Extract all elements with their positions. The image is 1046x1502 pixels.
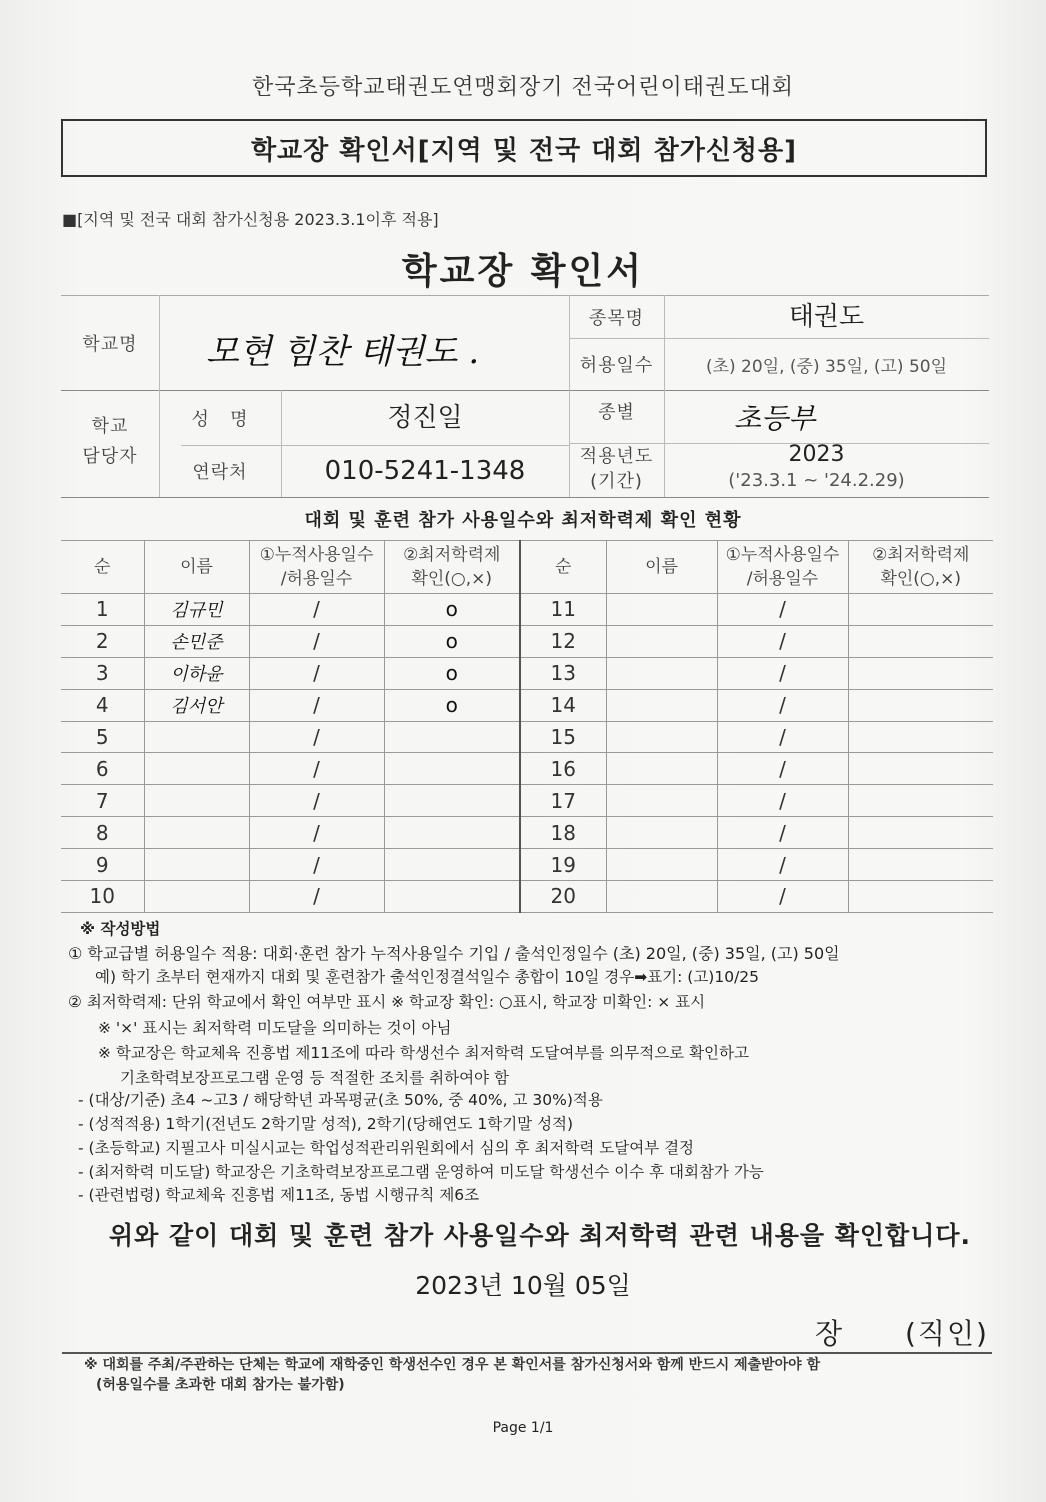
- seq-cell: 8: [61, 817, 144, 849]
- col-min-left-line1: ②최저학력제: [403, 545, 501, 565]
- col-min-left: [384, 541, 520, 594]
- period-value: ('23.3.1 ~ '24.2.29): [728, 469, 905, 491]
- used-days-cell: /: [717, 849, 848, 881]
- used-days-cell: /: [717, 689, 848, 721]
- col-min-left-line2: 확인(○,×): [411, 569, 493, 589]
- student-name-cell: [606, 594, 717, 626]
- min-check-cell: [384, 817, 520, 849]
- division-value: 초등부: [734, 402, 816, 435]
- min-check-cell: [384, 881, 520, 913]
- used-days-cell: /: [249, 817, 384, 849]
- table-row: [61, 689, 993, 721]
- division-label: 종별: [598, 402, 635, 423]
- student-name-cell: [606, 625, 717, 657]
- seq-cell: 5: [61, 721, 144, 753]
- school-label: 학교명: [82, 333, 138, 355]
- boxed-title: [61, 119, 987, 177]
- note-1: ① 학교급별 허용일수 적용: 대회·훈련 참가 누적사용일수 기입 / 출석인정일수 (초) 20일, (중) 35일, (고) 50일: [68, 944, 840, 963]
- student-name-cell: [606, 689, 717, 721]
- min-check-cell: [384, 721, 520, 753]
- col-min-right: [848, 541, 993, 594]
- org-title: 한국초등학교태권도연맹회장기 전국어린이태권도대회: [251, 75, 795, 100]
- used-days-cell: /: [249, 594, 384, 626]
- student-name-cell: [144, 849, 249, 881]
- table-row: [61, 625, 993, 657]
- min-check-cell: [848, 881, 993, 913]
- detail-4: - (최저학력 미도달) 학교장은 기초학력보장프로그램 운영하여 미도달 학생선수 이수 후 대회참가 가능: [78, 1163, 764, 1181]
- col-seq-left: 순: [61, 541, 144, 594]
- issue-date: 2023년 10월 05일: [415, 1271, 631, 1300]
- table-row: [61, 753, 993, 785]
- footer-note-1: ※ 대회를 주최/주관하는 단체는 학교에 재학중인 학생선수인 경우 본 확인서를 참가신청서와 함께 반드시 제출받아야 함: [84, 1357, 821, 1373]
- col-used-right-line1: ①누적사용일수: [725, 545, 840, 565]
- note-2a: ※ '×' 표시는 최저학력 미도달을 의미하는 것이 아님: [98, 1019, 452, 1037]
- used-days-cell: /: [249, 721, 384, 753]
- min-check-cell: o: [384, 625, 520, 657]
- min-check-cell: [848, 625, 993, 657]
- seq-cell: 18: [520, 817, 606, 849]
- student-name-cell: [144, 817, 249, 849]
- name-label: 성 명: [191, 408, 249, 430]
- boxed-title-text: 학교장 확인서[지역 및 전국 대회 참가신청용]: [250, 135, 798, 166]
- allowed-days-label: 허용일수: [579, 355, 654, 376]
- manager-label-2: 담당자: [82, 446, 138, 467]
- seq-cell: 6: [61, 753, 144, 785]
- used-days-cell: /: [717, 625, 848, 657]
- col-name-right: 이름: [606, 541, 717, 594]
- table-row: [61, 817, 993, 849]
- seq-cell: 7: [61, 785, 144, 817]
- seq-cell: 3: [61, 657, 144, 689]
- col-min-right-line2: 확인(○,×): [880, 569, 962, 589]
- seq-cell: 19: [520, 849, 606, 881]
- used-days-cell: /: [249, 881, 384, 913]
- student-name-cell: [144, 881, 249, 913]
- table-row: [61, 849, 993, 881]
- seq-cell: 9: [61, 849, 144, 881]
- student-name-cell: [606, 881, 717, 913]
- used-days-cell: /: [249, 657, 384, 689]
- min-check-cell: [384, 849, 520, 881]
- allowed-days-value: (초) 20일, (중) 35일, (고) 50일: [705, 356, 948, 377]
- used-days-cell: /: [717, 785, 848, 817]
- detail-3: - (초등학교) 지필고사 미실시교는 학업성적관리위원회에서 심의 후 최저학력 도달여부 결정: [78, 1139, 695, 1157]
- seq-cell: 13: [520, 657, 606, 689]
- seq-cell: 10: [61, 881, 144, 913]
- student-name-cell: 손민준: [144, 625, 249, 657]
- student-name-cell: [144, 785, 249, 817]
- min-check-cell: [848, 785, 993, 817]
- used-days-cell: /: [717, 594, 848, 626]
- table-header-row: [61, 541, 993, 594]
- student-name-cell: [144, 753, 249, 785]
- footer-note-2: (허용일수를 초과한 대회 참가는 불가함): [96, 1377, 345, 1393]
- note-2b: ※ 학교장은 학교체육 진흥법 제11조에 따라 학생선수 최저학력 도달여부를 의무적으로 확인하고: [98, 1044, 749, 1062]
- year-label-2: (기간): [590, 471, 643, 492]
- detail-1: - (대상/기준) 초4 ~고3 / 해당학년 과목평균(초 50%, 중 40%, 고 30%)적용: [78, 1091, 603, 1109]
- student-name-cell: 김규민: [144, 594, 249, 626]
- page-number: Page 1/1: [492, 1420, 554, 1436]
- apply-note: ■[지역 및 전국 대회 참가신청용 2023.3.1이후 적용]: [62, 210, 439, 229]
- school-name-value: 모현 힘찬 태권도 .: [206, 331, 480, 372]
- table-row: [61, 657, 993, 689]
- col-used-right-line2: /허용일수: [746, 569, 819, 589]
- student-name-cell: [144, 721, 249, 753]
- seq-cell: 14: [520, 689, 606, 721]
- seq-cell: 1: [61, 594, 144, 626]
- list-title: 대회 및 훈련 참가 사용일수와 최저학력제 확인 현황: [304, 510, 742, 531]
- min-check-cell: [848, 689, 993, 721]
- official-seal-label: (직인): [905, 1317, 989, 1350]
- student-name-cell: [606, 753, 717, 785]
- student-name-cell: [606, 657, 717, 689]
- used-days-cell: /: [717, 657, 848, 689]
- min-check-cell: [384, 785, 520, 817]
- manager-label-1: 학교: [91, 416, 129, 437]
- student-name-cell: [606, 721, 717, 753]
- contact-value: 010-5241-1348: [324, 456, 526, 486]
- min-check-cell: [848, 849, 993, 881]
- table-row: [61, 881, 993, 913]
- seq-cell: 12: [520, 625, 606, 657]
- used-days-cell: /: [249, 625, 384, 657]
- info-table: [61, 295, 989, 500]
- col-used-right: [717, 541, 848, 594]
- col-used-left-line2: /허용일수: [280, 569, 353, 589]
- used-days-cell: /: [717, 881, 848, 913]
- manager-name-value: 정진일: [387, 402, 463, 433]
- seq-cell: 11: [520, 594, 606, 626]
- col-seq-right: 순: [520, 541, 606, 594]
- used-days-cell: /: [249, 753, 384, 785]
- student-name-cell: [606, 849, 717, 881]
- used-days-cell: /: [249, 689, 384, 721]
- note-1-example: 예) 학기 초부터 현재까지 대회 및 훈련참가 출석인정결석일수 총합이 10일 경우➡표기: (고)10/25: [95, 968, 760, 986]
- seq-cell: 16: [520, 753, 606, 785]
- used-days-cell: /: [717, 753, 848, 785]
- min-check-cell: [848, 753, 993, 785]
- detail-5: - (관련법령) 학교체육 진흥법 제11조, 동법 시행규칙 제6조: [78, 1186, 480, 1204]
- min-check-cell: o: [384, 657, 520, 689]
- detail-2: - (성적적용) 1학기(전년도 2학기말 성적), 2학기(당해연도 1학기말 성적): [78, 1115, 574, 1133]
- col-min-right-line1: ②최저학력제: [872, 545, 970, 565]
- notes-heading: ※ 작성방법: [80, 920, 161, 938]
- used-days-cell: /: [249, 785, 384, 817]
- year-label-1: 적용년도: [579, 446, 654, 467]
- min-check-cell: o: [384, 594, 520, 626]
- min-check-cell: o: [384, 689, 520, 721]
- min-check-cell: [848, 594, 993, 626]
- document-title: 학교장 확인서: [401, 251, 645, 292]
- used-days-cell: /: [717, 817, 848, 849]
- principal-label: 장: [815, 1317, 843, 1350]
- min-check-cell: [848, 657, 993, 689]
- col-used-left-line1: ①누적사용일수: [259, 545, 374, 565]
- year-value: 2023: [788, 441, 845, 467]
- used-days-cell: /: [717, 721, 848, 753]
- student-name-cell: 이하윤: [144, 657, 249, 689]
- contact-label: 연락처: [192, 462, 248, 483]
- used-days-cell: /: [249, 849, 384, 881]
- seq-cell: 15: [520, 721, 606, 753]
- seq-cell: 17: [520, 785, 606, 817]
- note-2c: 기초학력보장프로그램 운영 등 적절한 조치를 취하여야 함: [120, 1069, 509, 1087]
- seq-cell: 20: [520, 881, 606, 913]
- note-2: ② 최저학력제: 단위 학교에서 확인 여부만 표시 ※ 학교장 확인: ○표시, 학교장 미확인: × 표시: [68, 993, 706, 1011]
- col-name-left: 이름: [144, 541, 249, 594]
- table-row: [61, 785, 993, 817]
- min-check-cell: [848, 721, 993, 753]
- student-name-cell: [606, 817, 717, 849]
- seq-cell: 4: [61, 689, 144, 721]
- event-label: 종목명: [588, 307, 645, 329]
- table-row: [61, 594, 993, 626]
- min-check-cell: [384, 753, 520, 785]
- confirmation-statement: 위와 같이 대회 및 훈련 참가 사용일수와 최저학력 관련 내용을 확인합니다.: [108, 1221, 972, 1250]
- min-check-cell: [848, 817, 993, 849]
- student-name-cell: [606, 785, 717, 817]
- event-value: 태권도: [788, 301, 865, 332]
- student-list-table: [61, 540, 993, 913]
- col-used-left: [249, 541, 384, 594]
- table-row: [61, 721, 993, 753]
- seq-cell: 2: [61, 625, 144, 657]
- student-name-cell: 김서안: [144, 689, 249, 721]
